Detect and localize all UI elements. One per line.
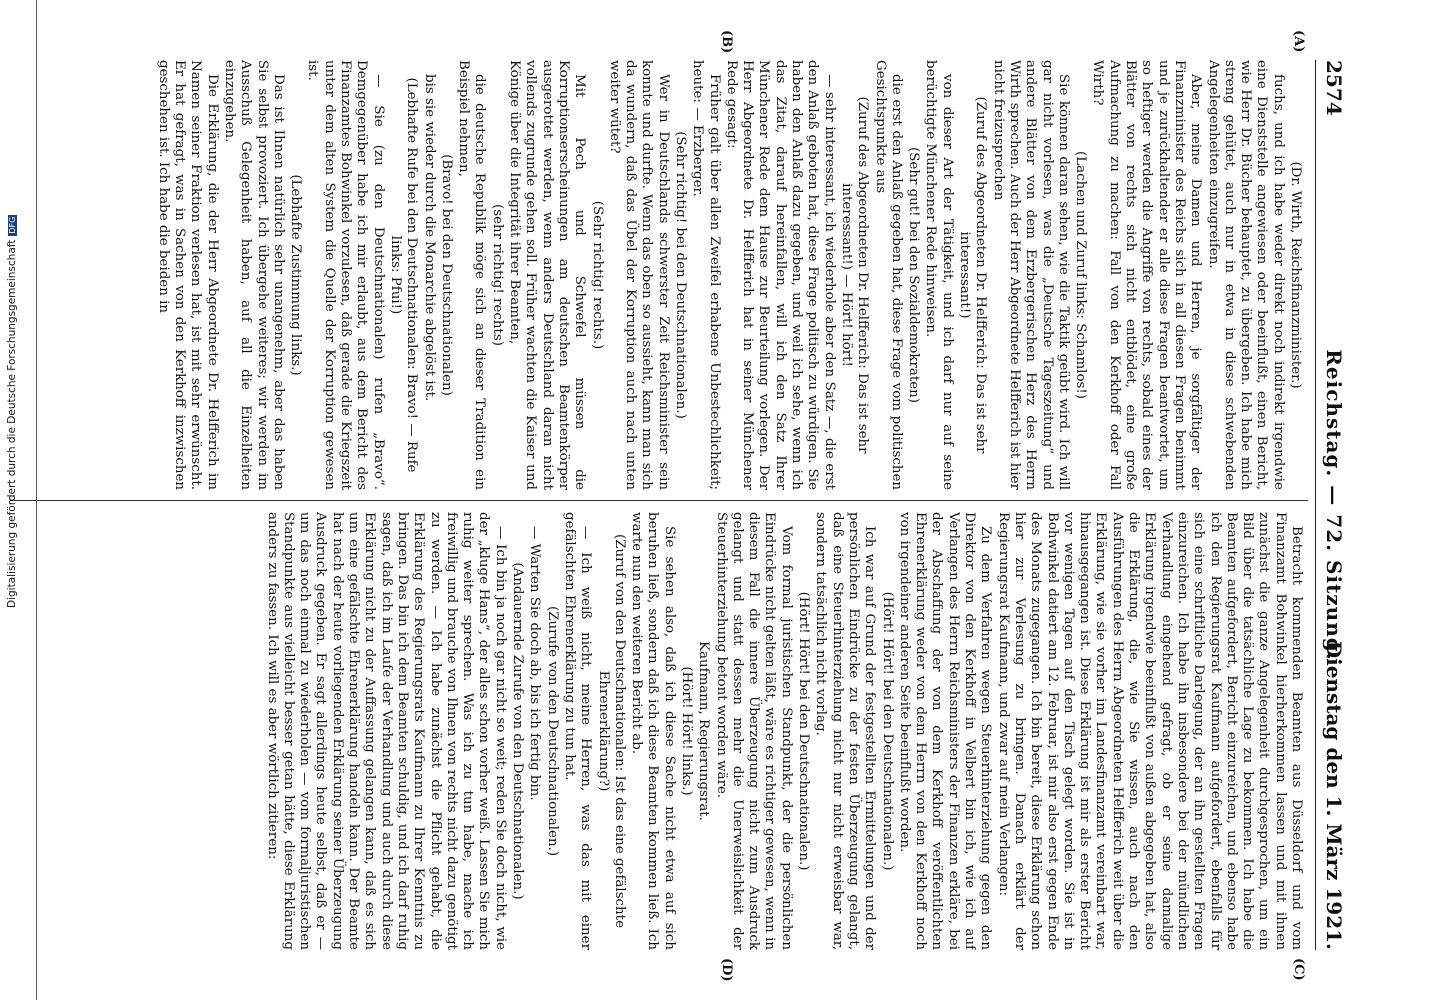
interjection: (Bravo! bei den Deutschnationalen) xyxy=(438,154,454,396)
header-title: Reichstag. — 72. Sitzung. xyxy=(1322,349,1346,661)
paragraph: die deutsche Republik möge sich an dieser Tradition ein Beispiel nehmen, xyxy=(456,60,488,490)
paragraph: Die Erklärung, die der Herr Abgeordnete Dr. Helfferich im Namen seiner Fraktion verlesen hat, ist mit sehr erwünscht. Er hat gefragt, was in Sachen von den Kerkhoff inzwischen geschehen ist. Ich habe die beiden in xyxy=(155,60,220,490)
interjection: (Zuruf des Abgeordneten Dr. Helfferich: Das ist sehr interessant!) — Hört! hört! xyxy=(838,96,871,454)
interjection: (Lebhafte Zustimmung links.) xyxy=(288,174,304,376)
interjection: (Lachen und Zuruf links: Schamlos!) xyxy=(1073,150,1089,399)
paragraph: Ich war auf Grund der festgestellten Ermittelungen und der persönlichen Eindrücke zu der festen Überzeugung gelangt, daß eine Steuerhinterziehung nicht nur nicht erweisbar war, sondern tatsächlich nicht vorlag. xyxy=(813,512,878,950)
paragraph: Sie sehen also, daß ich diese Sache nicht etwa auf sich beruhen ließ, sondern daß ich diese Beamten kommen ließ. Ich warte nun den weiteren Bericht ab. xyxy=(629,512,677,950)
right-text-column xyxy=(20,512,1304,950)
digitization-footer xyxy=(6,215,18,608)
paragraph: Früher galt über allen Zweifel erhabene Unbestechlichkeit; heute: — Erzberger. xyxy=(690,60,722,490)
interjection: (Dr. Wirth, Reichsfinanzminister.) xyxy=(1288,161,1303,389)
interjection: (sehr richtig! rechts) xyxy=(489,204,505,346)
paragraph: Wer in Deutschlands schwerster Zeit Reichsminister sein konnte und durfte. Wenn das oben so aussieht, kann man sich da wundern, daß das Übel der Korruption auch nach unten weiter wütet? xyxy=(606,60,671,490)
paragraph: Aber, meine Damen und Herren, je sorgfältiger der Finanzminister des Reichs sich in all diesen Fragen benimmt und je zurückhaltender er alle diese Fragen beantwortet, um so heftiger werden die Angriffe von rechts, sobald eines der Blätter von rechts sich nicht entblödet, eine große Aufmachung zu machen: Fall von den Kerkhoff oder Fall Wirth? xyxy=(1090,60,1204,490)
paragraph: fuchs, und ich habe weder direkt noch indirekt irgendwie eine Dienststelle angewiesen oder beeinflußt, einen Bericht, wie Herr Dr. Bücher behauptet, zu übergeben. Ich habe mich streng gehütet, auch nur in etwa in diese schwebenden Angelegenheiten einzugreifen. xyxy=(1205,60,1286,490)
interjection: (Zuruf von den Deutschnationalen: Ist das eine gefälschte Ehrenerklärung?) xyxy=(595,534,627,928)
interjection: (Andauernde Zurufe von den Deutschnationalen.) xyxy=(510,562,526,900)
paragraph: Vom formal juristischen Standpunkt, der die persönlichen Eindrücke nicht gelten läßt, wäre es richtiger gewesen, wenn in diesem Fall die innere Überzeugung nicht zum Ausdruck gelangt und statt dessen mehr die Unerweislichkeit der Steuerhinterziehung betont worden wäre. xyxy=(713,512,794,950)
interjection: (Lebhafte Rufe bei den Deutschnationalen: Bravo! — Rufe links: Pfui!) xyxy=(387,77,420,473)
paragraph: Sie können daran sehen, wie die Taktik geübt wird. Ich will gar nicht vorlesen, was die „Deutsche Tageszeitung“ und andere Blätter von dem Erzbergerischen Herz des Herrn Wirth sprechen. Auch der Herr Abgeordnete Helfferich ist hier nicht freizusprechen xyxy=(990,60,1071,490)
column-divider xyxy=(10,500,1308,501)
dfg-logo: DFG xyxy=(8,216,17,234)
interjection: (Hört! Hört! links.) xyxy=(679,666,695,796)
interjection: (Zurufe von den Deutschnationalen.) xyxy=(544,605,560,857)
interjection: (Sehr richtig! rechts.) xyxy=(589,200,605,350)
scan-edge-line xyxy=(36,0,37,1000)
paragraph: die erst den Anlaß gegeben hat, diese Frage vom politischen Gesichtspunkte aus xyxy=(872,60,904,490)
paragraph: Betracht kommenden Beamten aus Düsseldorf und vom Finanzamt Bohwinkel hierherkommen lassen und mit ihnen zunächst die ganze Angelegenheit durchgesprochen, um ein Bild über die tatsächliche Lage zu bekommen. Ich habe die Beamten aufgefordert, Bericht einzureichen, und ebenso habe ich den Regierungsrat Kaufmann aufgefordert, ebenfalls für sich eine schriftliche Darlegung, der an ihn gestellten Fragen einzureichen. Ich habe ihn insbesondere bei der mündlichen Verhandlung eingehend gefragt, ob er seine damalige Erklärung irgendwie beeinflußt von außen abgegeben hat, also die Erklärung, die, wie Sie wissen, auch nach den Ausführungen des Herrn Abgeordneten Helfferich weit über die Erklärung, wie sie vorher im Landesfinanzamt vereinbart war, hinausgegangen ist. Diese Erklärung ist mir als erster Bericht vor wenigen Tagen auf den Tisch gelegt worden. Sie ist in Bohwinkel datiert am 12. Februar, ist mir also erst gegen Ende des Monats zugegangen. Ich bin bereit, diese Erklärung schon hier zur Verlesung zu bringen. Danach erklärt der Regierungsrat Kaufmann, und zwar auf mein Verlangen: xyxy=(995,512,1304,950)
margin-mark-a: (A) xyxy=(1291,30,1306,53)
paragraph: Mit Pech und Schwefel müssen die Korruptionserscheinungen am deutschen Beamtenkörper ausgerottet werden, wenn anders Deutschland daran nicht vollends zugrunde gehen soll. Früher wachten die Kaiser und Könige über die Integrität ihrer Beamten, xyxy=(507,60,588,490)
paragraph: — sehr interessant, ich wiederhole aber den Satz —, die erst den Anlaß geboten hat, diese Frage politisch zu würdigen. Sie haben den Anlaß dazu gegeben, und weil ich sehe, wenn ich das Zitat, darauf hereinfallen, will ich den Satz Ihrer Münchener Rede dem Hause zur Beurteilung vorlegen. Der Herr Abgeordnete Dr. Helfferich hat in seiner Münchener Rede gesagt: xyxy=(723,60,837,490)
paragraph: von dieser Art der Tätigkeit, und ich darf nur auf seine berüchtigte Münchener Rede hinweisen. xyxy=(923,60,955,490)
margin-mark-c: (C) xyxy=(1291,958,1306,981)
interjection: (Hört! Hört! bei den Deutschnationalen.) xyxy=(879,591,895,871)
paragraph: — Ich weiß nicht, meine Herren, was das mit einer gefälschten Ehrenerklärung zu tun hat. xyxy=(561,512,594,950)
left-text-column xyxy=(20,60,1304,490)
header-date: Dienstag den 1. März 1921. xyxy=(1322,640,1346,950)
interjection: (Hört! Hört! bei den Deutschnationalen.) xyxy=(796,591,812,871)
margin-mark-b: (B) xyxy=(719,30,734,54)
interjection: (Zuruf des Abgeordneten Dr. Helfferich: Das ist sehr interessant!) xyxy=(957,96,989,454)
paragraph: — Sie (zu den Deutschnationalen) rufen „Bravo“. Demgegenüber habe ich mir erlaubt, aus dem Bericht des Finanzamtes Bohwinkel vorzulesen, daß gerade die Kriegszeit unter dem alten System die Quelle der Korruption gewesen ist. xyxy=(305,60,386,490)
footer-text: Digitalisierung gefördert durch die Deutsche Forschungsgemeinschaft xyxy=(6,239,18,608)
interjection: (Sehr richtig! bei den Deutschnationalen.) xyxy=(673,131,689,419)
interjection: Kaufmann, Regierungsrat. xyxy=(696,641,712,821)
paragraph: Zu dem Verfahren wegen Steuerhinterziehung gegen den Direktor von den Kerkhoff in Velbert bin ich, wie ich auf Verlangen des Herrn Reichsministers der Finanzen erkläre, bei der Abschaffung der von dem Kerkhoff veröffentlichten Ehrenerklärung weder von dem Herrn von den Kerkhoff noch von irgendeiner anderen Seite beeinflußt worden. xyxy=(896,512,994,950)
paragraph: Das ist Ihnen natürlich sehr unangenehm, aber das haben Sie selbst provoziert. Ich übergehe weiteres; wir werden im Ausschuß Gelegenheit haben, auf all die Einzelheiten einzugehen. xyxy=(222,60,286,490)
page-number: 2574 xyxy=(1322,60,1346,116)
paragraph: — Ich bin ja noch gar nicht so weit; reden Sie doch nicht, wie der „kluge Hans“, der alles schon vorher weiß. Lassen Sie mich ruhig weiter sprechen. Was ich zu tun habe, mache ich freiwillig und brauche von Ihnen von rechts nicht dazu genötigt zu werden. — Ich habe zunächst die Pflicht gehabt, die Erklärung des Regierungsrats Kaufmann zu Ihrer Kenntnis zu bringen. Das bin ich dem Beamten schuldig, und ich darf ruhig sagen, daß ich im Laufe der Verhandlung und auch durch diese Erklärung nicht zu der Auffassung gelangen kann, daß es sich um eine gefälschte Ehrenerklärung handeln kann. Der Beamte hat nach der heute vorliegenden Erklärung seiner Überzeugung Ausdruck gegeben. Er sagt allerdings heute selbst, daß er — um das noch einmal zu wiederholen — vom formaljuristischen Standpunkte aus vielleicht besser getan hätte, diese Erklärung anders zu fassen. Ich will es aber wörtlich zitieren: xyxy=(264,512,508,950)
page-header xyxy=(1315,60,1348,950)
margin-mark-d: (D) xyxy=(719,958,734,982)
paragraph: bis sie wieder durch die Monarchie abgelöst ist. xyxy=(421,74,437,402)
paragraph: — Warten Sie doch ab, bis ich fertig bin. xyxy=(527,526,543,801)
interjection: (Sehr gut! bei den Sozialdemokraten) xyxy=(906,147,922,403)
